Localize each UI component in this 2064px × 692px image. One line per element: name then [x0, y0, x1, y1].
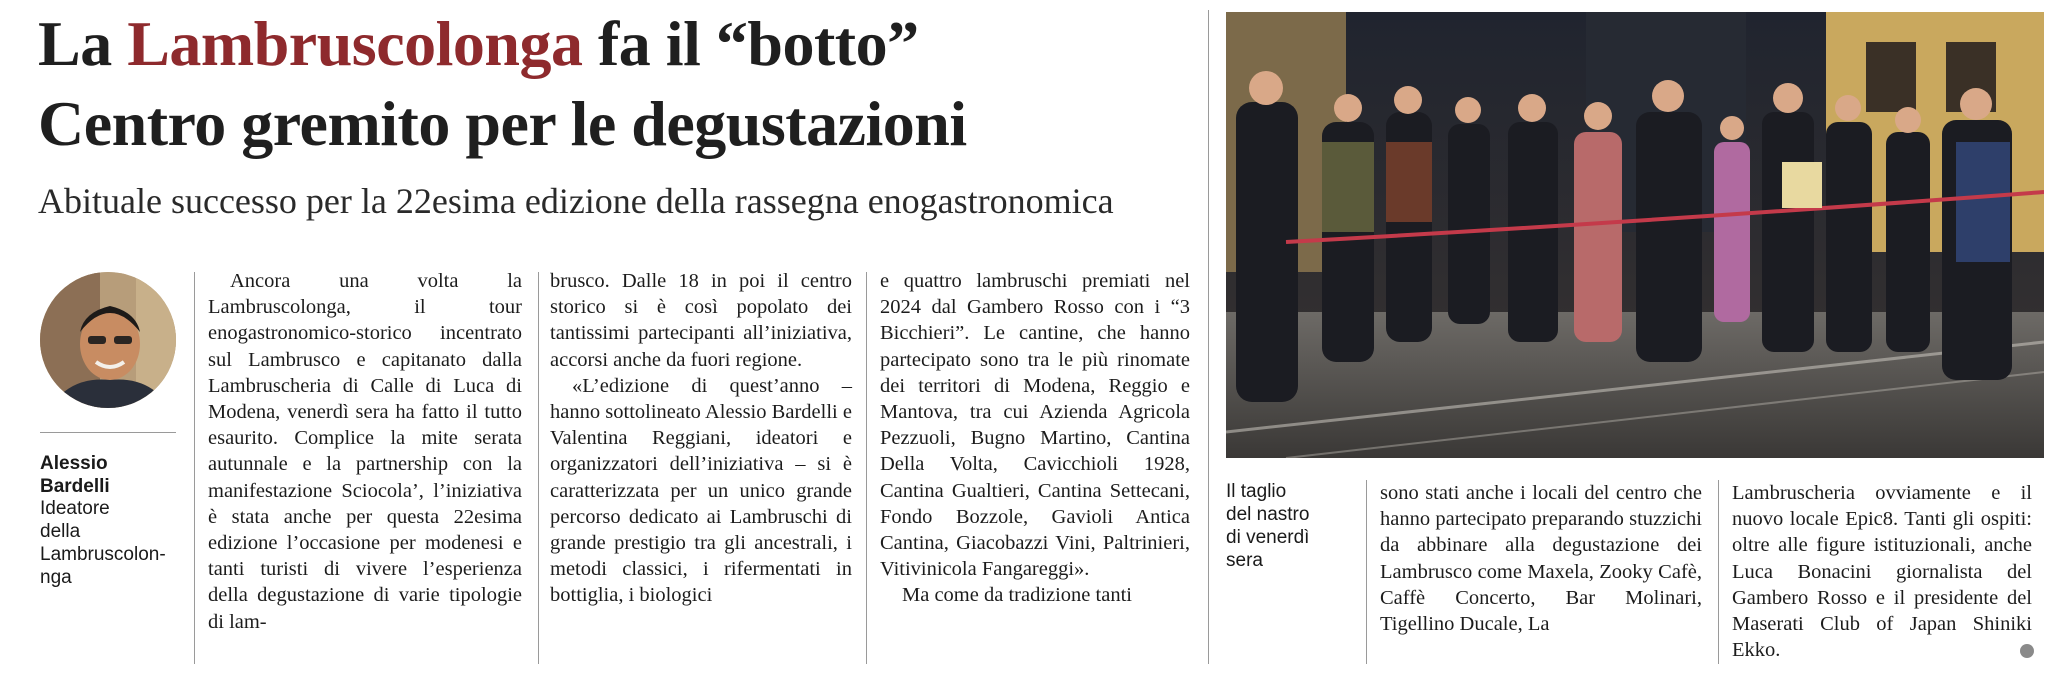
author-role-line: della	[40, 521, 81, 542]
paragraph: «L’edizione di quest’anno – hanno sottolineato Alessio Bardelli e Valentina Reggiani, ideatori e organizzatori dell’iniziativa – si è caratterizzata per un unico grande percorso dedicato ai Lambruschi di grande prestigio tra gli ancestrali, i metodi classici, i rifermentati in bottiglia, i biologici	[550, 374, 852, 607]
caption-line: sera	[1226, 550, 1263, 571]
article-column-5	[1732, 480, 2032, 663]
column-rule	[866, 272, 867, 664]
headline-pre: La	[38, 8, 128, 79]
ribbon-cutting-photo	[1226, 12, 2044, 458]
author-name	[40, 452, 110, 498]
paragraph: brusco. Dalle 18 in poi il centro storico si è così popolato dei tantissimi partecipanti all’iniziativa, accorsi anche da fuori regione.	[550, 270, 852, 371]
article-end-mark	[2020, 644, 2034, 658]
author-role-line: nga	[40, 567, 72, 588]
headline-line2: Centro gremito per le degustazioni	[38, 88, 967, 159]
column-rule	[1718, 480, 1719, 664]
caption-line: di venerdì	[1226, 527, 1310, 548]
article-column-2	[550, 268, 852, 609]
caption-line: Il taglio	[1226, 481, 1287, 502]
column-rule	[1366, 480, 1367, 664]
paragraph: Ancora una volta la Lambruscolonga, il tour enogastronomico-storico incentrato sul Lambrusco e capitanato dalla Lambruscheria di Calle di Luca di Modena, venerdì sera ha fatto il tutto esaurito. Complice la mite serata autunnale e la partnership con la manifestazione Sciocola’, l’iniziativa è stata anche per questa 22esima edizione l’occasione per modenesi e tanti turisti di vivere l’esperienza della degustazione di varie tipologie di lam-	[208, 270, 522, 633]
author-first-name: Alessio	[40, 453, 108, 474]
article-column-3	[880, 268, 1190, 609]
paragraph: Lambruscheria ovviamente e il nuovo locale Epic8. Tanti gli ospiti: oltre alle figure istituzionali, anche Luca Bonacini giornalista del Gambero Rosso e il presidente del Maserati Club of Japan Shiniki Ekko.	[1732, 482, 2032, 662]
headline	[38, 4, 967, 164]
column-rule	[538, 272, 539, 664]
article-column-4	[1380, 480, 1702, 637]
author-last-name: Bardelli	[40, 476, 110, 497]
headline-line1	[38, 8, 919, 79]
column-rule	[194, 272, 195, 664]
subheadline: Abituale successo per la 22esima edizione della rassegna enogastronomica	[38, 181, 1114, 221]
paragraph: sono stati anche i locali del centro che hanno partecipato preparando stuzzichi da abbinare alla degustazione dei Lambrusco come Maxela, Zooky Cafè, Caffè Concerto, Bar Molinari, Tigellino Ducale, La	[1380, 482, 1702, 636]
headline-post: fa il “botto”	[582, 8, 919, 79]
photo-separator	[1208, 10, 1209, 664]
paragraph: Ma come da tradizione tanti	[902, 584, 1132, 607]
author-divider	[40, 432, 176, 433]
paragraph: e quattro lambruschi premiati nel 2024 dal Gambero Rosso con i “3 Bicchieri”. Le cantine, che hanno partecipato sono tra le più rinomate dei territori di Modena, Reggio e Mantova, tra cui Azienda Agricola Pezzuoli, Bugno Martino, Cantina Della Volta, Cavicchioli 1928, Cantina Gualtieri, Cantina Settecani, Fondo Bozzole, Gavioli Antica Cantina, Giacobazzi Vini, Paltrinieri, Vitivinicola Fangareggi».	[880, 270, 1190, 581]
author-portrait-image	[40, 272, 176, 408]
caption-line: del nastro	[1226, 504, 1310, 525]
photo-caption	[1226, 480, 1309, 572]
author-role-line: Lambruscolon-	[40, 544, 166, 565]
headline-accent: Lambruscolonga	[127, 8, 583, 79]
author-role	[40, 497, 166, 589]
event-photo	[1226, 12, 2044, 458]
article-column-1	[208, 268, 522, 635]
author-role-line: Ideatore	[40, 498, 110, 519]
author-avatar	[40, 272, 176, 408]
